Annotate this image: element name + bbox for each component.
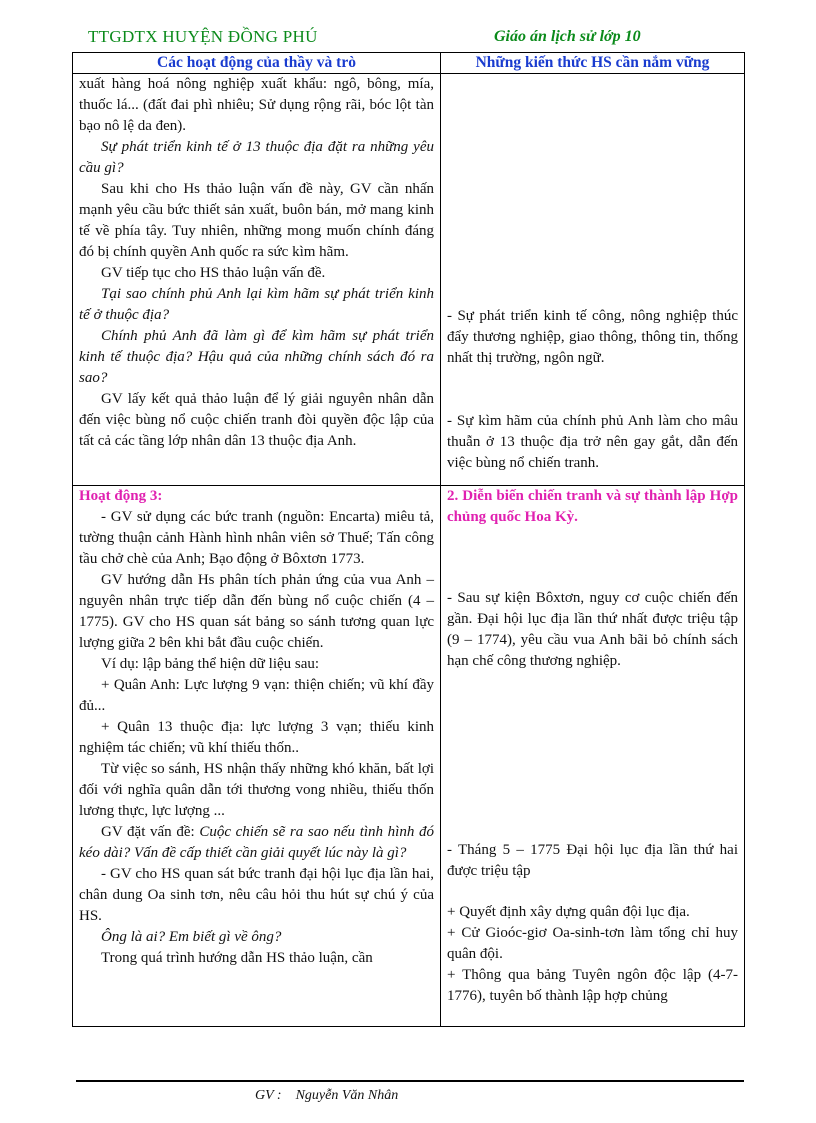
list-item: + Quân 13 thuộc địa: lực lượng 3 vạn; thiếu kinh nghiệm tác chiến; vũ khí thiếu thốn.. — [79, 719, 434, 756]
paragraph: GV hướng dẫn Hs phân tích phản ứng của vua Anh – nguyên nhân trực tiếp dẫn đến bùng nổ cuộc chiến (4 – 1775). GV cho HS quan sát bảng so sánh tương quan lực lượng giữa 2 bên khi bắt đầu cuộc chiến. — [79, 572, 434, 651]
section-title: 2. Diễn biến chiến tranh và sự thành lập Hợp chủng quốc Hoa Kỳ. — [447, 488, 738, 525]
activity-heading: Hoạt động 3: — [79, 488, 163, 504]
question: Cuộc chiến sẽ ra sao nếu tình hình đó kéo dài? Vấn đề cấp thiết cần giải quyết lúc này là gì? — [79, 824, 434, 861]
knowledge-item: + Quyết định xây dựng quân đội lục địa. — [447, 904, 690, 920]
footer-divider — [76, 1080, 744, 1082]
activities-cell — [73, 74, 441, 486]
paragraph: - GV cho HS quan sát bức tranh đại hội lục địa lần hai, chân dung Oa sinh tơn, nêu câu hỏi thu hút sự chú ý của HS. — [79, 866, 434, 924]
paragraph: xuất hàng hoá nông nghiệp xuất khẩu: ngô, bông, mía, thuốc lá... (đất đai phì nhiêu; Sử dụng rộng rãi, bóc lột tàn bạo nô lệ da đen). — [79, 76, 434, 134]
knowledge-item: - Sự phát triển kinh tế công, nông nghiệp thúc đẩy thương nghiệp, giao thông, thông tin, thống nhất thị trường, ngôn ngữ. — [447, 308, 738, 366]
school-name: TTGDTX HUYỆN ĐỒNG PHÚ — [88, 27, 318, 46]
activities-cell — [73, 486, 441, 1027]
knowledge-item: + Thông qua bảng Tuyên ngôn độc lập (4-7-1776), tuyên bố thành lập hợp chủng — [447, 967, 738, 1004]
paragraph-lead: GV đặt vấn đề: — [101, 824, 195, 840]
knowledge-item: - Sau sự kiện Bôxtơn, nguy cơ cuộc chiến đến gần. Đại hội lục địa lần thứ nhất được triệu tập (9 – 1774), yêu cầu vua Anh bãi bỏ chính sách hạn chế công thương nghiệp. — [447, 590, 738, 669]
knowledge-item: + Cử Gioóc-giơ Oa-sinh-tơn làm tổng chỉ huy quân đội. — [447, 925, 738, 962]
question: Tại sao chính phủ Anh lại kìm hãm sự phát triển kinh tế ở thuộc địa? — [79, 286, 434, 323]
question: Ông là ai? Em biết gì về ông? — [101, 929, 282, 945]
footer-label: GV : — [255, 1088, 282, 1103]
question: Sự phát triển kinh tế ở 13 thuộc địa đặt ra những yêu cầu gì? — [79, 139, 434, 176]
paragraph: Sau khi cho Hs thảo luận vấn đề này, GV cần nhấn mạnh yêu cầu bức thiết sản xuất, buôn bán, mở mang kinh tế về phía tây. Tuy nhiên, những mong muốn chính đáng đó bị chính quyền Anh quốc ra sức kìm hãm. — [79, 181, 434, 260]
list-item: + Quân Anh: Lực lượng 9 vạn: thiện chiến; vũ khí đầy đủ... — [79, 677, 434, 714]
paragraph: Ví dụ: lập bảng thể hiện dữ liệu sau: — [101, 656, 320, 672]
table-row — [73, 74, 745, 486]
paragraph: GV lấy kết quả thảo luận để lý giải nguyên nhân dẫn đến việc bùng nổ cuộc chiến tranh đòi quyền độc lập của tất cả các tầng lớp nhân dân 13 thuộc địa Anh. — [79, 391, 434, 449]
footer — [255, 1088, 398, 1104]
teacher-name: Nguyễn Văn Nhân — [295, 1088, 399, 1103]
knowledge-cell — [441, 486, 745, 1027]
paragraph: - GV sử dụng các bức tranh (nguồn: Encarta) miêu tả, tường thuận cảnh Hành hình nhân viên sở Thuế; Tấn công tầu chở chè của Anh; Bạo động ở Bôxtơn 1773. — [79, 509, 434, 567]
document-title: Giáo án lịch sử lớp 10 — [494, 28, 641, 45]
table-header-row — [73, 53, 745, 74]
knowledge-item: - Sự kìm hãm của chính phủ Anh làm cho mâu thuẫn ở 13 thuộc địa trở nên gay gắt, dẫn đến việc bùng nổ chiến tranh. — [447, 413, 738, 471]
table-row — [73, 486, 745, 1027]
question: Chính phủ Anh đã làm gì để kìm hãm sự phát triển kinh tế thuộc địa? Hậu quả của những chính sách đó ra sao? — [79, 328, 434, 386]
paragraph: Trong quá trình hướng dẫn HS thảo luận, cần — [101, 950, 373, 966]
paragraph: GV tiếp tục cho HS thảo luận vấn đề. — [101, 265, 326, 281]
col-knowledge-header: Những kiến thức HS cần nắm vững — [441, 53, 745, 74]
paragraph: Từ việc so sánh, HS nhận thấy những khó khăn, bất lợi đối với nghĩa quân dẫn tới thương vong nhiều, thiếu thốn lương thực, lực lượng ... — [79, 761, 434, 819]
col-activities-header: Các hoạt động của thầy và trò — [73, 53, 441, 74]
knowledge-cell — [441, 74, 745, 486]
knowledge-item: - Tháng 5 – 1775 Đại hội lục địa lần thứ hai được triệu tập — [447, 842, 738, 879]
lesson-table — [72, 52, 745, 1027]
